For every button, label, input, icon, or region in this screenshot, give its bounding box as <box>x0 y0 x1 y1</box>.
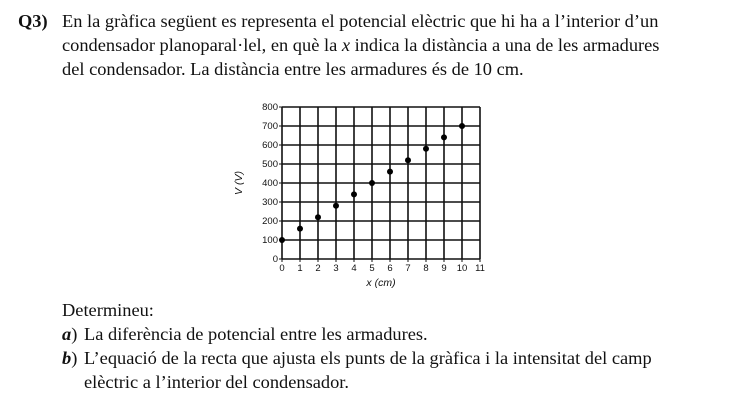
data-point <box>315 214 321 220</box>
x-tick-label: 0 <box>279 263 285 274</box>
x-axis-label: x (cm) <box>366 277 396 289</box>
x-tick-label: 10 <box>456 263 468 274</box>
x-tick-label: 6 <box>387 263 393 274</box>
x-tick-label: 3 <box>333 263 339 274</box>
data-point <box>333 203 339 209</box>
question-line-1-text: En la gràfica següent es representa el potencial elèctric que hi ha a l’interior d’un <box>62 11 659 31</box>
question-block <box>18 9 723 81</box>
x-tick-label: 5 <box>369 263 375 274</box>
x-tick-label: 11 <box>475 263 485 274</box>
tasks-block <box>62 298 727 394</box>
x-tick-label: 2 <box>315 263 321 274</box>
question-line-2-text-a: condensador planoparal·lel, en què la <box>62 35 342 55</box>
task-b-letter: b <box>62 348 72 368</box>
y-tick-label: 800 <box>262 102 278 113</box>
data-point <box>459 123 465 129</box>
data-point <box>441 134 447 140</box>
task-b-marker <box>62 346 77 370</box>
data-point <box>369 180 375 186</box>
question-text <box>62 9 723 81</box>
task-b-line-1: L’equació de la recta que ajusta els punts de la gràfica i la intensitat del camp <box>84 348 652 368</box>
variable-x: x <box>341 35 351 55</box>
task-a-letter: a <box>62 324 72 344</box>
tasks-heading: Determineu: <box>62 300 154 320</box>
y-tick-label: 500 <box>262 159 278 170</box>
question-line-2-text-b: indica la distància a una de les armadures <box>350 35 660 55</box>
task-a <box>62 322 727 346</box>
x-tick-label: 1 <box>297 263 303 274</box>
data-point <box>423 146 429 152</box>
task-a-line-1: La diferència de potencial entre les armadures. <box>84 324 428 344</box>
data-point <box>405 157 411 163</box>
task-a-marker <box>62 322 77 346</box>
potential-chart <box>220 97 500 297</box>
task-a-paren: ) <box>71 324 78 344</box>
y-tick-label: 200 <box>262 216 278 227</box>
x-tick-label: 9 <box>441 263 447 274</box>
question-line-3 <box>62 57 723 81</box>
question-number: Q3) <box>18 11 48 31</box>
y-tick-label: 600 <box>262 140 278 151</box>
x-tick-label: 7 <box>405 263 411 274</box>
task-b-line-2: elèctric a l’interior del condensador. <box>84 372 350 392</box>
y-axis-label: V (V) <box>233 171 245 195</box>
data-point <box>297 226 303 232</box>
question-line-3-text: del condensador. La distància entre les armadures és de 10 cm. <box>62 59 524 79</box>
y-tick-label: 100 <box>262 235 278 246</box>
question-line-1 <box>62 9 723 33</box>
data-point <box>387 169 393 175</box>
y-tick-label: 0 <box>272 254 278 265</box>
y-tick-label: 400 <box>262 178 278 189</box>
data-point <box>279 237 285 243</box>
task-b <box>62 346 727 394</box>
x-tick-label: 4 <box>351 263 357 274</box>
y-tick-label: 700 <box>262 121 278 132</box>
x-tick-label: 8 <box>423 263 429 274</box>
task-b-paren: ) <box>71 348 78 368</box>
question-line-2 <box>62 33 723 57</box>
y-tick-label: 300 <box>262 197 278 208</box>
data-point <box>351 191 357 197</box>
chart-svg <box>220 97 500 297</box>
